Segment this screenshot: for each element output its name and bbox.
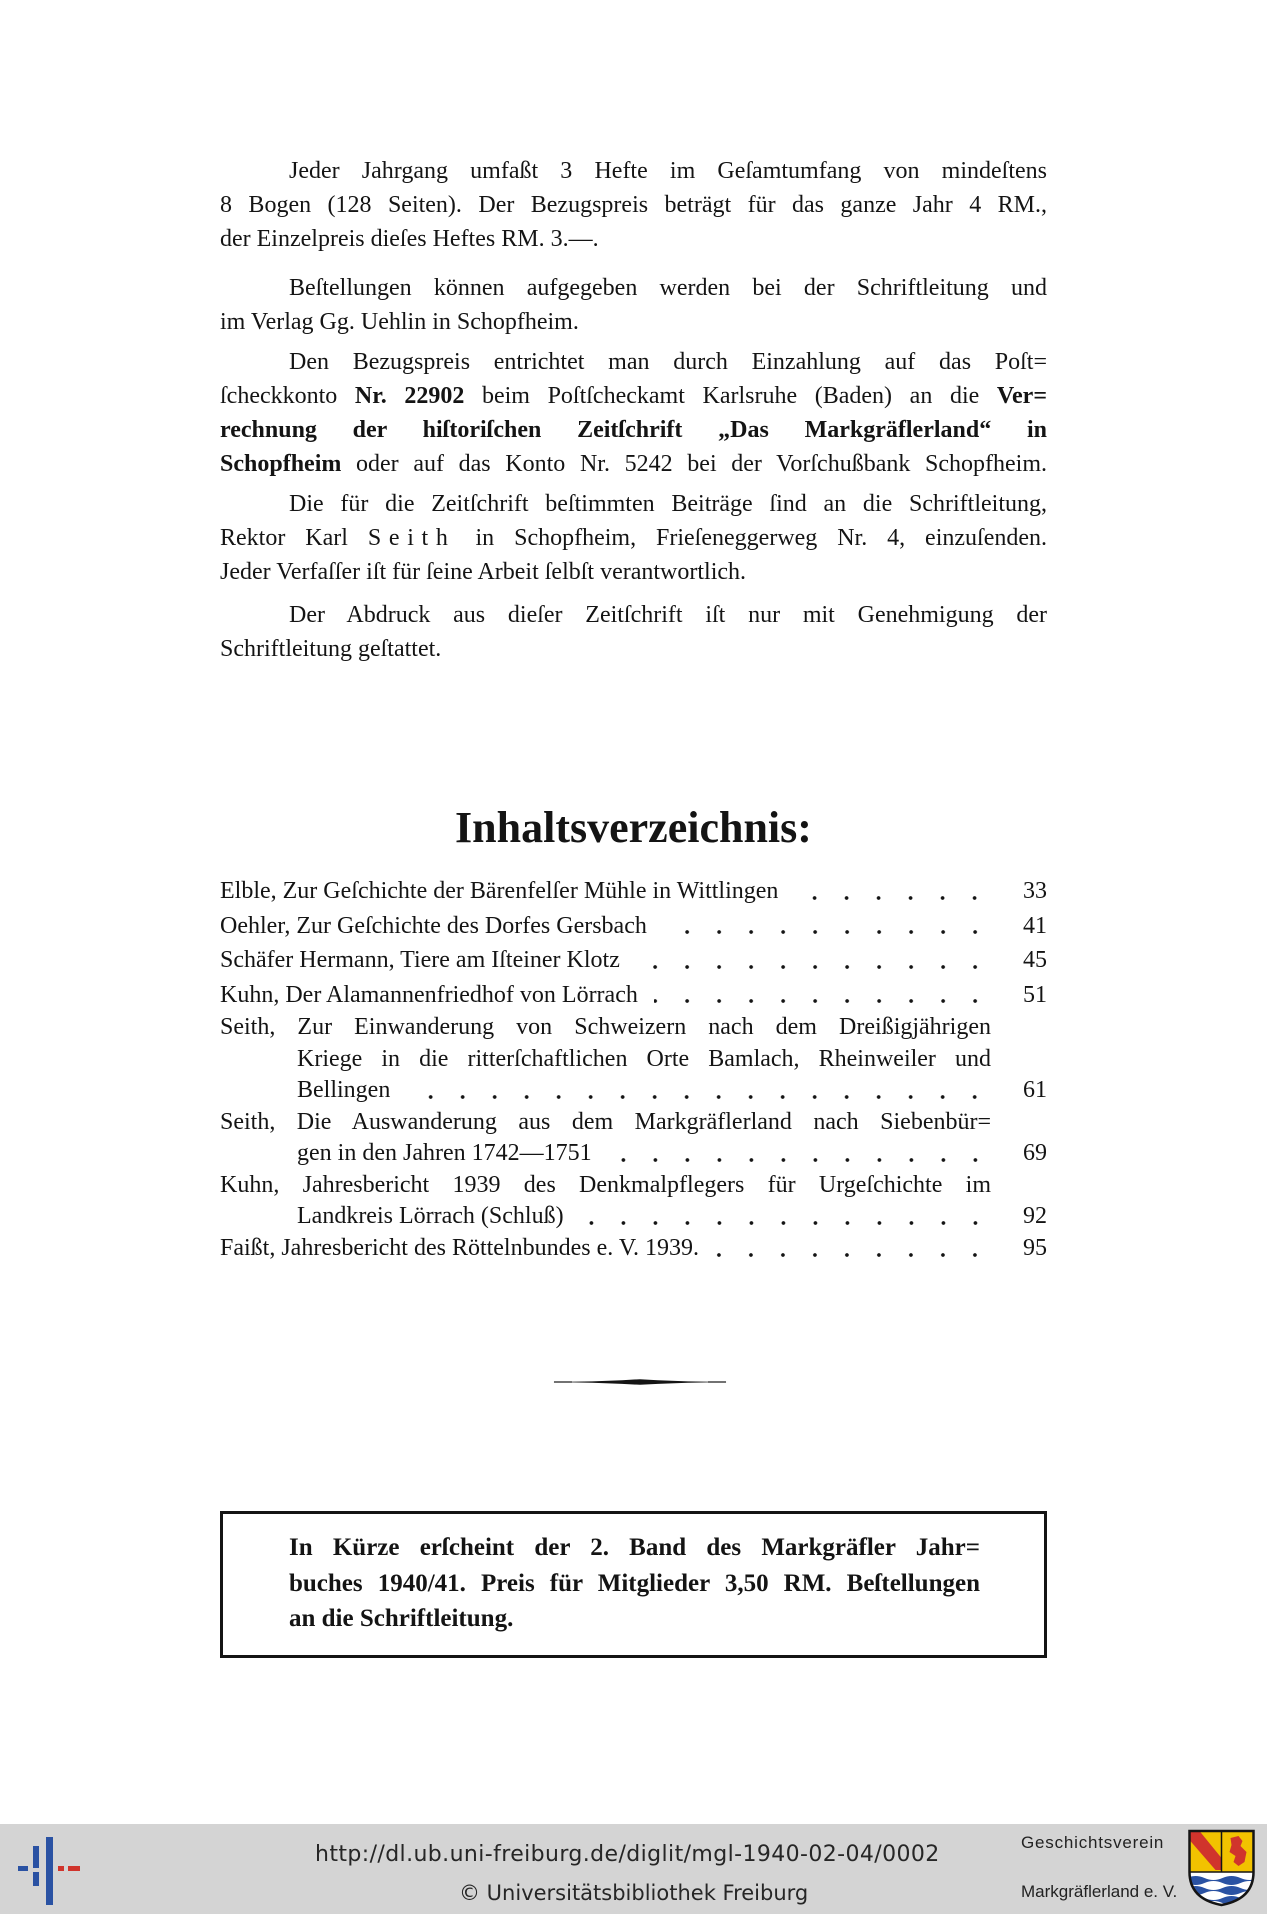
- toc-page-number: 45: [1023, 947, 1047, 973]
- table-of-contents-heading: Inhaltsverzeichnis:: [455, 803, 812, 852]
- toc-page-number: 95: [1023, 1234, 1047, 1261]
- toc-entry: [220, 978, 1047, 1013]
- text-segment: beim Poſtſcheckamt Karlsruhe (Baden) an die: [464, 383, 997, 409]
- toc-entry-text: Kriege in die ritterſchaftlichen Orte Bamlach, Rheinweiler und: [297, 1045, 991, 1072]
- toc-entry: [220, 1012, 1047, 1107]
- toc-entry: [220, 1170, 1047, 1233]
- text-line: Beſtellungen können aufgegeben werden bei der Schriftleitung und: [289, 275, 1047, 301]
- announcement-line: an die Schriftleitung.: [289, 1605, 514, 1632]
- library-logo-icon: [18, 1837, 80, 1905]
- dot-leader: [406, 1094, 991, 1100]
- text-line: Den Bezugspreis entrichtet man durch Einzahlung auf das Poſt=: [289, 349, 1047, 375]
- text-line: 8 Bogen (128 Seiten). Der Bezugspreis beträgt für das ganze Jahr 4 RM.,: [220, 192, 1047, 218]
- dot-leader: [608, 1157, 991, 1163]
- dot-leader: [580, 1220, 991, 1226]
- text-line: der Einzelpreis dieſes Heftes RM. 3.—.: [220, 226, 599, 252]
- text-line: [220, 521, 1047, 555]
- payee-name-line: rechnung der hiſtoriſchen Zeitſchrift „Das Markgräflerland“ in: [220, 417, 1047, 443]
- coat-of-arms-icon: [1186, 1828, 1257, 1908]
- society-name-region: Markgräflerland e. V.: [1021, 1882, 1178, 1901]
- dot-leader: [654, 998, 991, 1004]
- toc-entry-line: [220, 943, 1047, 978]
- toc-entry-text: Elble, Zur Geſchichte der Bärenfelſer Mühle in Wittlingen: [220, 878, 779, 904]
- toc-entry-line: [220, 1233, 1047, 1265]
- dot-leader: [794, 895, 991, 901]
- payment-info-paragraph: [220, 345, 1047, 481]
- payee-name-end: Schopfheim: [220, 451, 342, 477]
- copyright-notice: © Universitätsbibliothek Freiburg: [459, 1881, 809, 1905]
- text-line: [220, 447, 1047, 481]
- text-line: im Verlag Gg. Uehlin in Schopfheim.: [220, 309, 579, 335]
- toc-entry: [220, 874, 1047, 909]
- text-line: Schriftleitung geſtattet.: [220, 636, 442, 662]
- text-line: Jeder Jahrgang umfaßt 3 Hefte im Geſamtumfang von mindeſtens: [289, 158, 1047, 184]
- announcement-line: buches 1940/41. Preis für Mitglieder 3,50 RM. Beſtellungen: [289, 1569, 980, 1597]
- viewer-footer: [0, 1824, 1267, 1914]
- dot-leader: [636, 964, 991, 970]
- toc-entry: [220, 943, 1047, 978]
- toc-page-number: 33: [1023, 878, 1047, 904]
- text-line: Die für die Zeitſchrift beſtimmten Beiträge ſind an die Schriftleitung,: [289, 491, 1047, 517]
- text-segment: in Schopfheim, Frieſeneggerweg Nr. 4, einzuſenden.: [455, 525, 1047, 551]
- toc-entry-text: Schäfer Hermann, Tiere am Iſteiner Klotz: [220, 947, 620, 973]
- subscription-info-paragraph: [220, 154, 1047, 256]
- dot-leader: [715, 1252, 991, 1258]
- toc-entry-text: Faißt, Jahresbericht des Röttelnbundes e. V. 1939.: [220, 1234, 700, 1261]
- toc-entry-line: [220, 978, 1047, 1013]
- editor-name: Seith: [367, 525, 456, 551]
- toc-entry-line: [220, 874, 1047, 909]
- permalink-url[interactable]: http://dl.ub.uni-freiburg.de/diglit/mgl-1940-02-04/0002: [315, 1842, 940, 1867]
- toc-entry-line: [220, 909, 1047, 944]
- text-line: Der Abdruck aus dieſer Zeitſchrift iſt nur mit Genehmigung der: [289, 602, 1047, 628]
- toc-entry-line: [220, 1138, 1047, 1170]
- toc-entry-text: gen in den Jahren 1742—1751: [297, 1140, 592, 1166]
- toc-entry: [220, 1233, 1047, 1265]
- toc-entry: [220, 909, 1047, 944]
- announcement-line: In Kürze erſcheint der 2. Band des Markgräfler Jahr=: [289, 1534, 980, 1561]
- toc-entry-text: Kuhn, Der Alamannenfriedhof von Lörrach: [220, 981, 638, 1008]
- account-number: Nr. 22902: [354, 383, 465, 409]
- toc-entry-text: Oehler, Zur Geſchichte des Dorfes Gersbach: [220, 912, 647, 939]
- payee-name-start: Ver=: [996, 383, 1047, 409]
- toc-page-number: 51: [1023, 981, 1047, 1008]
- toc-entry-text: Seith, Die Auswanderung aus dem Markgräflerland nach Siebenbür=: [220, 1108, 991, 1135]
- toc-entry-text: Seith, Zur Einwanderung von Schweizern nach dem Dreißigjährigen: [220, 1014, 991, 1040]
- society-name: Geschichtsverein: [1021, 1833, 1165, 1852]
- table-of-contents: [220, 874, 1047, 1264]
- contributions-info-paragraph: [220, 487, 1047, 589]
- toc-entry: [220, 1107, 1047, 1170]
- ordering-info-paragraph: [220, 271, 1047, 339]
- reprint-info-paragraph: [220, 598, 1047, 666]
- text-segment: ſcheckkonto: [220, 383, 355, 409]
- toc-page-number: 41: [1023, 912, 1047, 939]
- toc-entry-text: Kuhn, Jahresbericht 1939 des Denkmalpflegers für Urgeſchichte im: [220, 1171, 991, 1198]
- text-line: Jeder Verfaſſer iſt für ſeine Arbeit ſelbſt verantwortlich.: [220, 559, 747, 585]
- text-segment: oder auf das Konto Nr. 5242 bei der Vorſchußbank Schopfheim.: [341, 451, 1047, 477]
- toc-entry-text: Bellingen: [297, 1077, 391, 1103]
- toc-page-number: 61: [1023, 1077, 1047, 1103]
- dot-leader: [663, 929, 991, 935]
- text-line: [220, 379, 1047, 413]
- toc-entry-text: Landkreis Lörrach (Schluß): [297, 1203, 564, 1229]
- ornament-divider: [552, 1375, 728, 1389]
- toc-entry-line: [220, 1201, 1047, 1233]
- toc-page-number: 69: [1023, 1140, 1047, 1166]
- announcement-box: [220, 1511, 1047, 1658]
- toc-page-number: 92: [1023, 1203, 1047, 1229]
- text-segment: Rektor Karl: [220, 525, 368, 551]
- toc-entry-line: [220, 1075, 1047, 1107]
